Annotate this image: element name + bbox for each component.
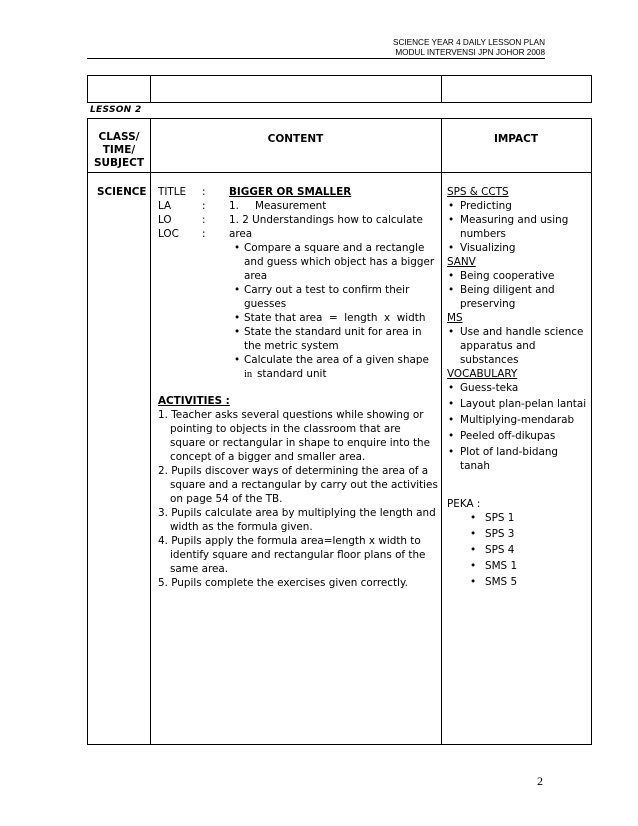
impact-item: substances xyxy=(460,354,519,366)
activity-line: 5. Pupils complete the exercises given correctly. xyxy=(158,577,408,589)
peka-item: SMS 5 xyxy=(485,576,518,588)
objective-line: Carry out a test to confirm their xyxy=(244,284,410,296)
impact-bullet: • xyxy=(470,544,477,556)
objective-line: State that area = length x width xyxy=(244,312,426,324)
column-header-class-line: TIME/ xyxy=(102,144,136,156)
column-header-class xyxy=(88,131,150,170)
meta-key-loc: LOC xyxy=(158,228,179,240)
impact-bullet: • xyxy=(448,284,455,296)
impact-bullet: • xyxy=(470,512,477,524)
objective-bullet: • xyxy=(234,326,241,338)
running-header xyxy=(393,38,545,58)
impact-item: Predicting xyxy=(460,200,512,212)
meta-colon: : xyxy=(202,214,206,226)
empty-row-divider xyxy=(441,76,442,102)
meta-colon: : xyxy=(202,186,206,198)
header-row-divider xyxy=(88,172,591,173)
column-header-class-line: CLASS/ xyxy=(98,131,140,143)
objective-line-in: in xyxy=(244,369,253,380)
impact-item: Plot of land-bidang xyxy=(460,446,559,458)
empty-row-divider xyxy=(150,76,151,102)
page-number: 2 xyxy=(537,774,543,788)
impact-bullet: • xyxy=(448,200,455,212)
objective-bullet: • xyxy=(234,284,241,296)
impact-sanv-title: SANV xyxy=(447,256,476,268)
column-header-impact: IMPACT xyxy=(493,133,539,145)
impact-bullet: • xyxy=(448,430,455,442)
activity-line: concept of a bigger and smaller area. xyxy=(170,451,366,463)
meta-colon: : xyxy=(202,228,206,240)
meta-la-value: Measurement xyxy=(255,200,327,212)
impact-peka-title: PEKA : xyxy=(447,498,481,510)
impact-bullet: • xyxy=(448,270,455,282)
impact-item: Measuring and using xyxy=(460,214,569,226)
impact-item: numbers xyxy=(460,228,506,240)
impact-item: tanah xyxy=(460,460,490,472)
peka-item: SPS 3 xyxy=(485,528,515,540)
objective-line: the metric system xyxy=(244,340,339,352)
impact-bullet: • xyxy=(448,414,455,426)
header-line-2: MODUL INTERVENSI JPN JOHOR 2008 xyxy=(395,48,545,57)
objective-bullet: • xyxy=(234,242,241,254)
header-line-1: SCIENCE YEAR 4 DAILY LESSON PLAN xyxy=(393,38,545,47)
objective-line: Calculate the area of a given shape xyxy=(244,354,429,366)
impact-item: Being diligent and xyxy=(460,284,555,296)
empty-table-row xyxy=(87,75,592,103)
impact-vocab-title: VOCABULARY xyxy=(447,368,518,380)
impact-bullet: • xyxy=(448,242,455,254)
column-divider xyxy=(150,119,151,744)
activity-line: 1. Teacher asks several questions while showing or xyxy=(158,409,424,421)
activity-line: on page 54 of the TB. xyxy=(170,493,283,505)
lesson-table xyxy=(87,118,592,745)
header-rule xyxy=(87,58,545,59)
objective-bullet: • xyxy=(234,312,241,324)
impact-bullet: • xyxy=(470,560,477,572)
meta-la-number: 1. xyxy=(229,200,239,212)
peka-item: SMS 1 xyxy=(485,560,518,572)
impact-bullet: • xyxy=(448,446,455,458)
activity-line: same area. xyxy=(170,563,229,575)
impact-sps-title: SPS & CCTS xyxy=(447,186,509,198)
lesson-title: BIGGER OR SMALLER xyxy=(229,186,352,198)
impact-item: Being cooperative xyxy=(460,270,555,282)
objective-line: standard unit xyxy=(257,368,327,380)
impact-item: preserving xyxy=(460,298,516,310)
activity-line: 4. Pupils apply the formula area=length x width to xyxy=(158,535,421,547)
meta-key-la: LA xyxy=(158,200,172,212)
activity-line: pointing to objects in the classroom that are xyxy=(170,423,401,435)
impact-bullet: • xyxy=(448,326,455,338)
impact-bullet: • xyxy=(470,528,477,540)
activity-line: square or rectangular in shape to enquire into the xyxy=(170,437,431,449)
meta-colon: : xyxy=(202,200,206,212)
objective-line: area xyxy=(244,270,268,282)
subject-cell: SCIENCE xyxy=(97,186,147,198)
impact-bullet: • xyxy=(448,214,455,226)
impact-item: Layout plan-pelan lantai xyxy=(460,398,587,410)
impact-item: apparatus and xyxy=(460,340,536,352)
objective-line: and guess which object has a bigger xyxy=(244,256,435,268)
activity-line: square and a rectangular by carry out the activities xyxy=(170,479,438,491)
column-header-class-line: SUBJECT xyxy=(93,157,145,169)
peka-item: SPS 1 xyxy=(485,512,515,524)
impact-item: Visualizing xyxy=(460,242,516,254)
meta-key-lo: LO xyxy=(158,214,172,226)
objective-line: State the standard unit for area in xyxy=(244,326,422,338)
objective-line: guesses xyxy=(244,298,287,310)
impact-ms-title: MS xyxy=(447,312,463,324)
impact-bullet: • xyxy=(470,576,477,588)
impact-bullet: • xyxy=(448,398,455,410)
peka-item: SPS 4 xyxy=(485,544,515,556)
meta-loc-value: area xyxy=(229,228,253,240)
impact-item: Peeled off-dikupas xyxy=(460,430,556,442)
meta-key-title: TITLE xyxy=(158,186,187,198)
activity-line: identify square and rectangular floor plans of the xyxy=(170,549,426,561)
activity-line: 2. Pupils discover ways of determining the area of a xyxy=(158,465,429,477)
column-divider xyxy=(441,119,442,744)
impact-item: Multiplying-mendarab xyxy=(460,414,575,426)
activity-line: width as the formula given. xyxy=(170,521,313,533)
impact-item: Guess-teka xyxy=(460,382,519,394)
objective-bullet: • xyxy=(234,354,241,366)
impact-bullet: • xyxy=(448,382,455,394)
column-header-content: CONTENT xyxy=(267,133,324,145)
lesson-label: LESSON 2 xyxy=(90,105,142,115)
objective-line: Compare a square and a rectangle xyxy=(244,242,425,254)
meta-lo-value: 1. 2 Understandings how to calculate xyxy=(229,214,423,226)
impact-item: Use and handle science xyxy=(460,326,584,338)
activities-title: ACTIVITIES : xyxy=(158,395,230,407)
activity-line: 3. Pupils calculate area by multiplying the length and xyxy=(158,507,436,519)
